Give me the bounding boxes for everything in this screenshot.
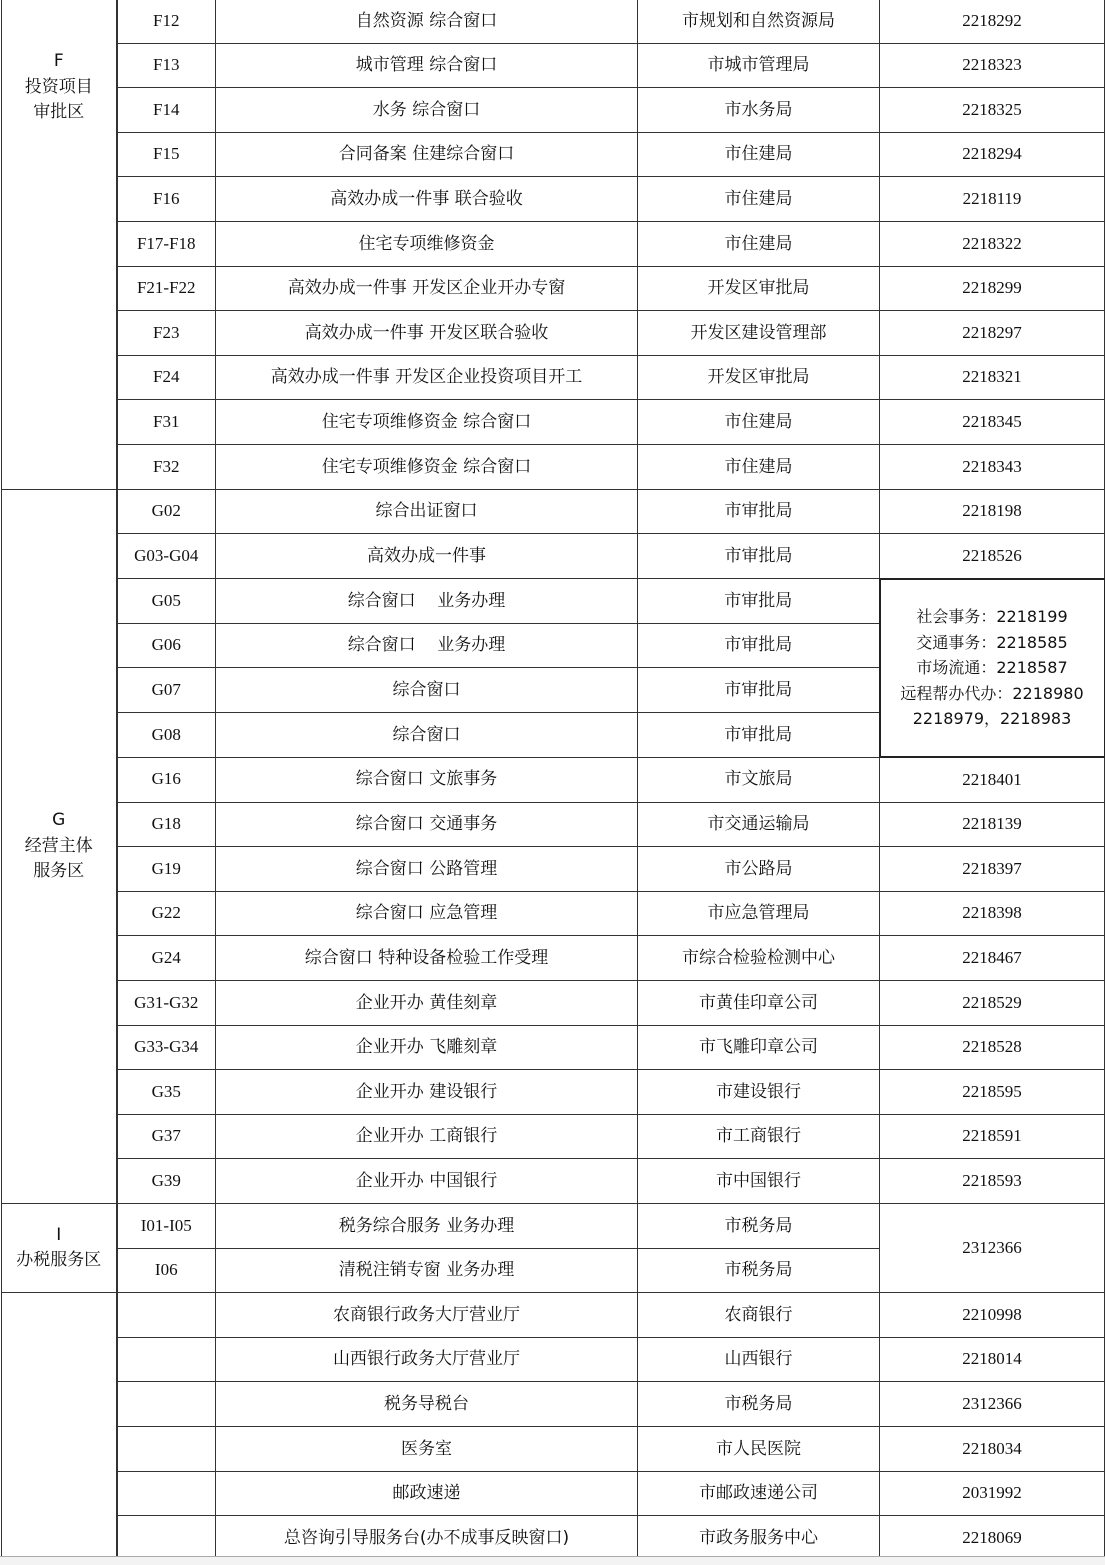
zone-letter: I [56, 1224, 62, 1245]
department: 市综合检验检测中心 [638, 936, 880, 981]
department: 市建设银行 [638, 1070, 880, 1115]
phone-line: 市场流通：2218587 [916, 658, 1068, 678]
department: 开发区审批局 [638, 266, 880, 311]
table-row [2, 1471, 1105, 1516]
window-name: 综合窗口 [216, 713, 638, 758]
window-name: 企业开办 工商银行 [216, 1114, 638, 1159]
table-row [2, 1159, 1105, 1204]
window-code: G33-G34 [117, 1025, 216, 1070]
table-row [2, 1516, 1105, 1561]
phone: 2218343 [880, 444, 1105, 489]
window-name: 住宅专项维修资金 综合窗口 [216, 400, 638, 445]
department: 市住建局 [638, 400, 880, 445]
window-name: 高效办成一件事 开发区联合验收 [216, 311, 638, 356]
department: 开发区建设管理部 [638, 311, 880, 356]
department: 市税务局 [638, 1248, 880, 1293]
window-code [117, 1516, 216, 1561]
department: 市邮政速递公司 [638, 1471, 880, 1516]
department: 市公路局 [638, 847, 880, 892]
window-code: F21-F22 [117, 266, 216, 311]
department: 市黄佳印章公司 [638, 981, 880, 1026]
department: 市审批局 [638, 489, 880, 534]
window-code [117, 1382, 216, 1427]
window-code: F16 [117, 177, 216, 222]
phone: 2218321 [880, 355, 1105, 400]
phone: 2218014 [880, 1337, 1105, 1382]
window-code [117, 1427, 216, 1472]
department: 市中国银行 [638, 1159, 880, 1204]
window-code: F23 [117, 311, 216, 356]
window-code: F17-F18 [117, 221, 216, 266]
window-code: G37 [117, 1114, 216, 1159]
table-row [2, 1427, 1105, 1472]
table-row [2, 1293, 1105, 1338]
window-code: G08 [117, 713, 216, 758]
department: 市审批局 [638, 713, 880, 758]
zone-name-line1: 办税服务区 [16, 1250, 102, 1271]
table-row [2, 132, 1105, 177]
window-code: G19 [117, 847, 216, 892]
window-name: 税务综合服务 业务办理 [216, 1204, 638, 1249]
window-name: 企业开办 飞雕刻章 [216, 1025, 638, 1070]
department: 市规划和自然资源局 [638, 0, 880, 43]
table-row [2, 534, 1105, 579]
zone-name-line2: 服务区 [33, 861, 85, 882]
phone: 2218119 [880, 177, 1105, 222]
window-name: 山西银行政务大厅营业厅 [216, 1337, 638, 1382]
phone: 2218345 [880, 400, 1105, 445]
phone: 2218401 [880, 757, 1105, 802]
phone: 2218139 [880, 802, 1105, 847]
phone: 2312366 [880, 1204, 1105, 1293]
zone-i-label [2, 1204, 117, 1293]
table-row [2, 221, 1105, 266]
phone: 2218292 [880, 0, 1105, 43]
phone: 2218069 [880, 1516, 1105, 1561]
zone-other-label [2, 1293, 117, 1561]
zone-letter: F [53, 51, 64, 71]
department: 山西银行 [638, 1337, 880, 1382]
window-code: F13 [117, 43, 216, 88]
zone-f-label [2, 0, 117, 489]
table-row [2, 0, 1105, 43]
window-name: 城市管理 综合窗口 [216, 43, 638, 88]
department: 市交通运输局 [638, 802, 880, 847]
phone-line: 交通事务：2218585 [916, 632, 1068, 652]
window-name: 综合窗口 公路管理 [216, 847, 638, 892]
zone-name-line1: 投资项目 [24, 76, 93, 97]
window-name: 综合窗口 交通事务 [216, 802, 638, 847]
department: 农商银行 [638, 1293, 880, 1338]
department: 市住建局 [638, 444, 880, 489]
phone: 2312366 [880, 1382, 1105, 1427]
window-name: 企业开办 中国银行 [216, 1159, 638, 1204]
department: 市工商银行 [638, 1114, 880, 1159]
table-row [2, 311, 1105, 356]
window-code: F15 [117, 132, 216, 177]
phone: 2218297 [880, 311, 1105, 356]
window-code: I01-I05 [117, 1204, 216, 1249]
window-code [117, 1471, 216, 1516]
window-name: 水务 综合窗口 [216, 88, 638, 133]
window-code: G18 [117, 802, 216, 847]
window-name: 住宅专项维修资金 综合窗口 [216, 444, 638, 489]
window-name: 企业开办 建设银行 [216, 1070, 638, 1115]
department: 市文旅局 [638, 757, 880, 802]
window-table [1, 0, 1105, 1561]
window-name: 高效办成一件事 [216, 534, 638, 579]
phone: 2218294 [880, 132, 1105, 177]
department: 市住建局 [638, 132, 880, 177]
phone: 2210998 [880, 1293, 1105, 1338]
table-row [2, 981, 1105, 1026]
phone: 2218467 [880, 936, 1105, 981]
department: 市住建局 [638, 177, 880, 222]
department: 市应急管理局 [638, 891, 880, 936]
window-name: 自然资源 综合窗口 [216, 0, 638, 43]
table-row [2, 444, 1105, 489]
window-code: F31 [117, 400, 216, 445]
window-name: 企业开办 黄佳刻章 [216, 981, 638, 1026]
table-row [2, 1337, 1105, 1382]
window-name: 高效办成一件事 开发区企业投资项目开工 [216, 355, 638, 400]
window-code: G05 [117, 579, 216, 624]
department: 市审批局 [638, 534, 880, 579]
department: 开发区审批局 [638, 355, 880, 400]
window-name: 高效办成一件事 联合验收 [216, 177, 638, 222]
window-code: G06 [117, 623, 216, 668]
table-row [2, 489, 1105, 534]
window-code: G22 [117, 891, 216, 936]
window-code [117, 1293, 216, 1338]
department: 市水务局 [638, 88, 880, 133]
window-code: G24 [117, 936, 216, 981]
multi-phone-cell [880, 579, 1105, 757]
window-name: 住宅专项维修资金 [216, 221, 638, 266]
table-row [2, 400, 1105, 445]
window-name: 合同备案 住建综合窗口 [216, 132, 638, 177]
window-name: 综合窗口 业务办理 [216, 623, 638, 668]
table-row [2, 1204, 1105, 1249]
window-code: F32 [117, 444, 216, 489]
window-name: 综合出证窗口 [216, 489, 638, 534]
phone-line: 远程帮办代办：2218980 [900, 683, 1084, 703]
window-code: F14 [117, 88, 216, 133]
window-code: G02 [117, 489, 216, 534]
table-row [2, 1070, 1105, 1115]
department: 市审批局 [638, 668, 880, 713]
table-row [2, 936, 1105, 981]
table-row [2, 579, 1105, 624]
window-name: 综合窗口 应急管理 [216, 891, 638, 936]
zone-name-line1: 经营主体 [24, 835, 93, 856]
window-code: G07 [117, 668, 216, 713]
window-code: G03-G04 [117, 534, 216, 579]
department: 市住建局 [638, 221, 880, 266]
phone: 2218526 [880, 534, 1105, 579]
window-name: 综合窗口 [216, 668, 638, 713]
table-row [2, 177, 1105, 222]
phone-line: 社会事务：2218199 [916, 606, 1068, 626]
window-name: 综合窗口 业务办理 [216, 579, 638, 624]
zone-name-line2: 审批区 [33, 102, 85, 122]
zone-g-label [2, 489, 117, 1204]
table-row [2, 1114, 1105, 1159]
window-name: 综合窗口 特种设备检验工作受理 [216, 936, 638, 981]
phone: 2218034 [880, 1427, 1105, 1472]
table-row [2, 891, 1105, 936]
table-row [2, 266, 1105, 311]
table-row [2, 355, 1105, 400]
phone: 2218398 [880, 891, 1105, 936]
department: 市审批局 [638, 623, 880, 668]
department: 市飞雕印章公司 [638, 1025, 880, 1070]
phone-line: 2218979，2218983 [912, 709, 1072, 729]
zone-letter: G [52, 810, 66, 831]
phone: 2218299 [880, 266, 1105, 311]
window-code: I06 [117, 1248, 216, 1293]
phone: 2218529 [880, 981, 1105, 1026]
phone: 2218397 [880, 847, 1105, 892]
window-name: 医务室 [216, 1427, 638, 1472]
window-name: 邮政速递 [216, 1471, 638, 1516]
window-name: 税务导税台 [216, 1382, 638, 1427]
window-name: 高效办成一件事 开发区企业开办专窗 [216, 266, 638, 311]
table-row [2, 1382, 1105, 1427]
phone: 2218593 [880, 1159, 1105, 1204]
department: 市人民医院 [638, 1427, 880, 1472]
department: 市政务服务中心 [638, 1516, 880, 1561]
department: 市审批局 [638, 579, 880, 624]
table-row [2, 802, 1105, 847]
phone: 2218528 [880, 1025, 1105, 1070]
phone: 2031992 [880, 1471, 1105, 1516]
phone: 2218591 [880, 1114, 1105, 1159]
table-row [2, 88, 1105, 133]
window-name: 清税注销专窗 业务办理 [216, 1248, 638, 1293]
window-name: 综合窗口 文旅事务 [216, 757, 638, 802]
department: 市城市管理局 [638, 43, 880, 88]
phone: 2218325 [880, 88, 1105, 133]
window-code: G35 [117, 1070, 216, 1115]
phone: 2218198 [880, 489, 1105, 534]
window-code: G16 [117, 757, 216, 802]
window-code: G39 [117, 1159, 216, 1204]
phone: 2218323 [880, 43, 1105, 88]
phone: 2218322 [880, 221, 1105, 266]
table-row [2, 43, 1105, 88]
window-code: F12 [117, 0, 216, 43]
phone: 2218595 [880, 1070, 1105, 1115]
table-row [2, 1025, 1105, 1070]
window-name: 农商银行政务大厅营业厅 [216, 1293, 638, 1338]
department: 市税务局 [638, 1204, 880, 1249]
department: 市税务局 [638, 1382, 880, 1427]
table-row [2, 757, 1105, 802]
window-code [117, 1337, 216, 1382]
window-code: F24 [117, 355, 216, 400]
table-row [2, 847, 1105, 892]
window-name: 总咨询引导服务台(办不成事反映窗口) [216, 1516, 638, 1561]
window-code: G31-G32 [117, 981, 216, 1026]
